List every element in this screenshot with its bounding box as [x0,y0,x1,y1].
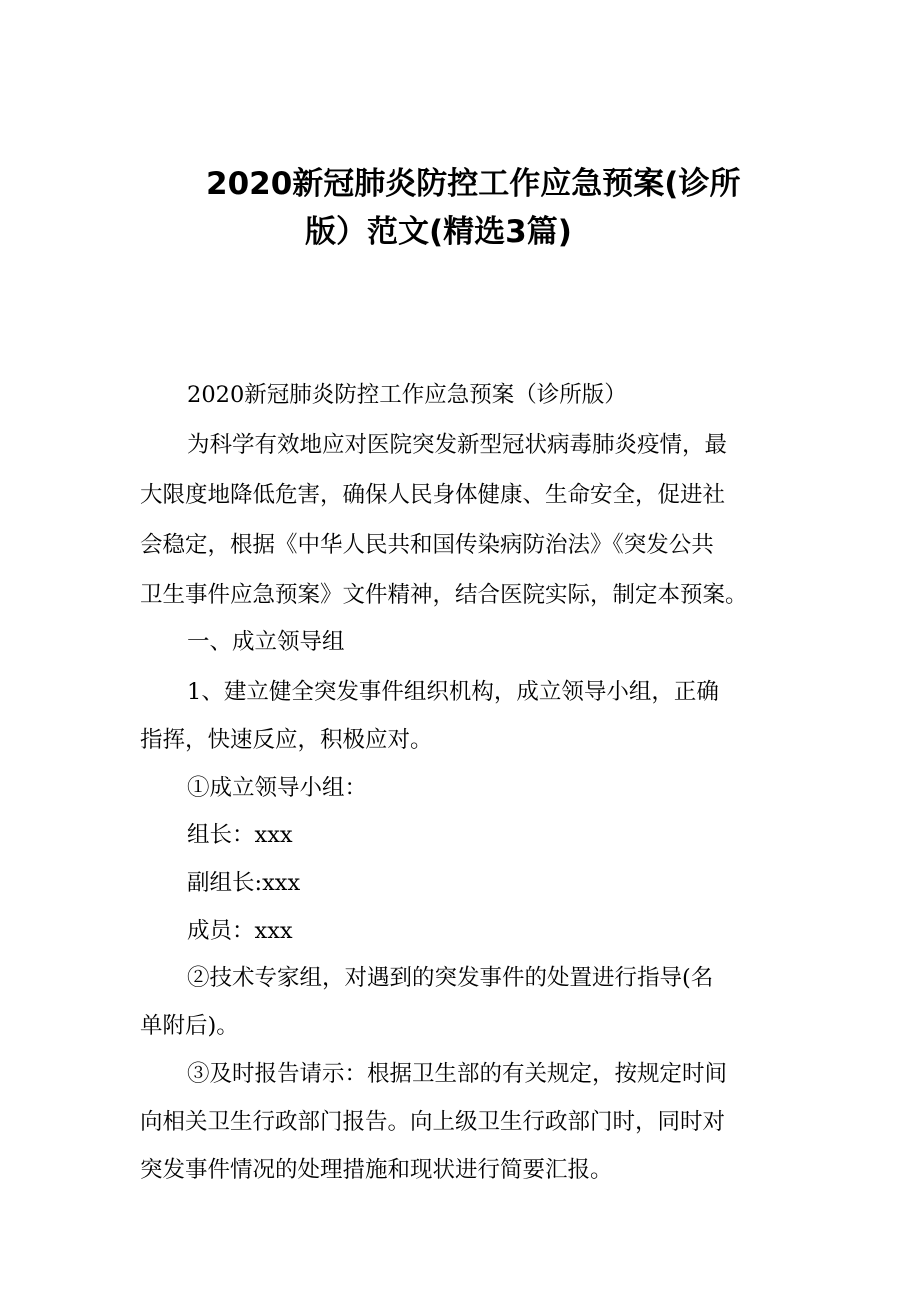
paragraph-line: 单附后)。 [140,1013,239,1039]
list-item: 组长：xxx [187,822,293,848]
paragraph-line: 为科学有效地应对医院突发新型冠状病毒肺炎疫情，最 [187,432,728,458]
list-item: ③及时报告请示：根据卫生部的有关规定，按规定时间 [187,1061,728,1087]
list-item: ①成立领导小组： [187,775,368,801]
section-heading: 一、成立领导组 [187,629,345,655]
paragraph-line: 卫生事件应急预案》文件精神，结合医院实际，制定本预案。 [140,582,748,608]
document-title-line-2: 版）范文(精选3篇) [305,214,572,250]
list-item: 副组长:xxx [187,870,301,896]
list-item: 成员：xxx [187,918,293,944]
paragraph-line: 向相关卫生行政部门报告。向上级卫生行政部门时，同时对 [140,1109,726,1135]
paragraph-line: 1、建立健全突发事件组织机构，成立领导小组，正确 [187,679,719,705]
document-title-line-1: 2020新冠肺炎防控工作应急预案(诊所 [206,166,741,202]
paragraph-line: 突发事件情况的处理措施和现状进行简要汇报。 [140,1157,613,1183]
paragraph-line: 会稳定，根据《中华人民共和国传染病防治法》《突发公共 [140,532,714,558]
section-heading: 2020新冠肺炎防控工作应急预案（诊所版） [187,382,627,408]
paragraph-line: 大限度地降低危害，确保人民身体健康、生命安全，促进社 [140,482,726,508]
list-item: ②技术专家组，对遇到的突发事件的处置进行指导(名 [187,965,714,991]
paragraph-line: 指挥，快速反应，积极应对。 [140,727,433,753]
